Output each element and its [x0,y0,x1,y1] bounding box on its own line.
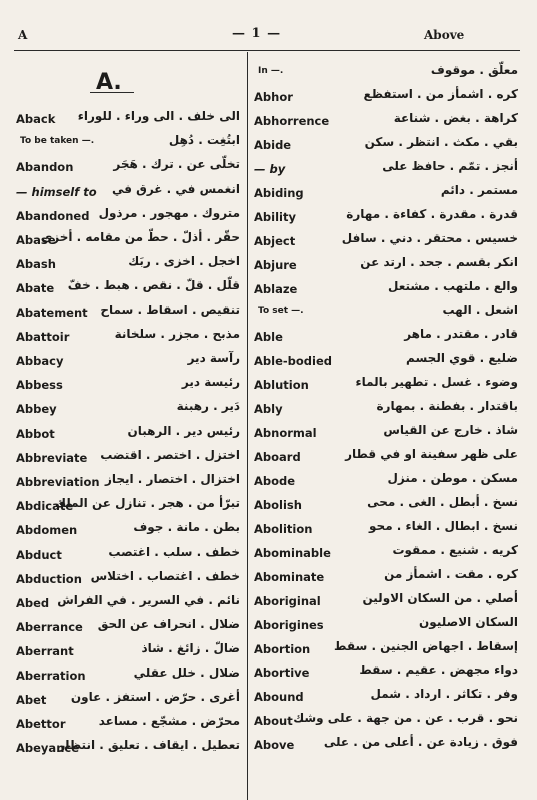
entry-row [252,111,524,136]
entry-row [252,663,524,688]
entry-row [252,711,524,736]
entry-definition: كره . مقت . اشمأز من [384,567,518,581]
entry-definition: نسخ . أبطل . الغى . محى [367,495,518,509]
entry-row [14,714,244,739]
entry-headword: Aboriginal [254,594,321,608]
entry-headword: Abhor [254,90,293,104]
entry-headword: Abbreviation [16,475,100,489]
entry-headword: To be taken —. [20,136,95,147]
entry-headword: About [254,714,293,728]
entry-definition: انكر بقسم . جحد . ارتد عن [360,255,518,269]
entry-definition: اشعل . الهب [442,303,518,317]
entry-headword: Aback [16,112,56,126]
entry-definition: تنقيص . اسقاط . سماح [100,302,240,317]
entry-row [14,496,244,521]
entry-headword: Abet [16,692,47,707]
entry-row [252,183,524,208]
entry-headword: Abortion [254,642,311,656]
header-right-guide-word: Above [424,28,465,42]
entry-row [252,735,524,760]
entry-row [252,63,524,88]
entry-headword: Abate [16,281,55,296]
entry-row [14,544,244,570]
entry-headword: Abominable [254,546,331,560]
entry-headword: Abandoned [16,208,90,223]
entry-definition: نائم . في السرير . في الفراش [57,593,240,607]
entry-headword: Aborigines [254,618,324,632]
entry-definition: بقي . مكث . انتظر . سكن [364,135,518,149]
entry-headword: Abolish [254,498,302,512]
entry-definition: فوق . زيادة عن . أعلى من . على [323,735,518,749]
entry-row [14,278,244,303]
entry-definition: قدرة . مقدرة . كفاءة . مهارة [346,207,518,221]
entry-headword: Abbot [16,426,55,441]
column-divider [247,52,248,800]
entry-definition: دواء مجهض . عقيم . سقط [359,663,518,677]
entry-headword: Ably [254,402,283,416]
entry-headword: Above [254,738,295,752]
entry-row [14,617,244,642]
entry-definition: بطن . مانة . جوف [133,520,240,535]
entry-row [252,255,524,280]
entry-definition: ضلال . انحراف عن الحق [97,617,240,632]
entry-row [252,615,524,640]
entry-row [252,519,524,544]
entry-headword: Aberrance [16,620,83,635]
entry-headword: Abed [16,596,50,610]
entry-definition: نسخ . ابطال . الغاء . محو [369,519,518,533]
entry-row [252,687,524,712]
entry-definition: حقّر . أذلّ . حطّ من مقامه . أخزى [41,230,240,244]
header-left-guide-word: A [18,28,28,42]
entry-headword: Abattoir [16,329,70,344]
entry-row [14,399,244,424]
entry-definition: معلّق . موقوف [430,63,518,77]
entry-row [252,207,524,232]
entry-headword: Abnormal [254,426,317,440]
entry-definition: دَير . رهبنة [176,399,240,414]
entry-row [14,568,244,594]
entry-definition: شاذ . خارج عن القياس [383,423,518,437]
entry-definition: ابتُغِت . دُهِل [168,133,240,148]
entry-headword: Abide [254,138,292,152]
entry-row [252,159,524,184]
entry-row [252,87,524,112]
entry-definition: ضالّ . زائغ . شاذ [141,641,240,656]
entry-definition: اختزال . اختصار . ايجاز [104,472,240,486]
entry-row [252,375,524,400]
entry-definition: إسقاط . اجهاض الجنين . سقط [333,639,518,653]
entry-headword: Abash [16,257,56,272]
entry-headword: Able-bodied [254,354,332,368]
entry-definition: تبرّأ من . هجر . تنازل عن الملك [55,496,240,511]
entry-definition: خطف . سلب . اغتصب [108,544,240,559]
entry-definition: تخلّى عن . ترك . هَجَر [113,157,240,172]
entry-definition: محرّض . مشجّع . مساعد [98,714,240,728]
entry-row [252,543,524,568]
entry-definition: خطف . اغتصاب . اختلاس [90,568,240,583]
entry-row [252,423,524,448]
entry-definition: رئيسة دير [181,375,240,390]
entry-row [14,157,244,182]
entry-headword: Ablaze [254,282,298,296]
entry-headword: Abbess [16,378,63,393]
entry-definition: نحو . قرب . عن . من جهة . على وشك [293,711,518,725]
entry-definition: مذبح . مجزر . سلخانة [114,326,240,341]
entry-row [252,639,524,664]
entry-definition: ضليع . قوي الجسم [406,351,518,365]
entry-headword: Ability [254,210,296,224]
entry-headword: — by [254,162,286,176]
entry-row [252,399,524,424]
entry-definition: كريه . شنيع . ممقوت [392,543,518,557]
entry-row [14,351,244,376]
entry-headword: Abduction [16,571,82,586]
entry-headword: Abiding [254,186,304,200]
entry-headword: Abhorrence [254,114,330,128]
entry-headword: Abbey [16,402,57,417]
entry-definition: رئيس دير . الرهبان [127,423,240,438]
entry-row [14,254,244,279]
entry-row [252,447,524,472]
entry-headword: — himself to [16,184,97,199]
entry-row [14,375,244,400]
entry-headword: Abbreviate [16,450,88,465]
entry-headword: Aberration [16,668,86,683]
entry-row [252,591,524,616]
section-letter-underline [90,92,134,93]
entry-row [252,279,524,304]
entry-headword: Abatement [16,305,88,320]
entry-headword: Abandon [16,160,74,175]
entry-row [252,495,524,520]
entry-row [252,303,524,328]
entry-headword: Abominate [254,570,325,584]
entry-definition: قلّل . قلّ . نقص . هبط . خفّ [67,278,240,293]
entry-definition: باقتدار . بفطنة . بمهارة [376,399,518,413]
entry-row [252,567,524,592]
entry-definition: أغرى . حرّض . استفز . عاون [70,689,240,704]
entry-row [14,472,244,497]
entry-row [14,133,244,158]
entry-definition: على ظهر سفينة او في قطار [345,447,518,461]
entry-row [252,135,524,160]
entry-row [252,231,524,256]
entry-row [252,327,524,352]
entry-definition: قادر . مقتدر . ماهر [404,327,518,341]
entry-headword: Abdomen [16,523,78,538]
entry-row [14,520,244,545]
entry-headword: Abolition [254,522,313,536]
entry-definition: مسكن . موطن . منزل [387,471,518,485]
entry-row [14,423,244,449]
entry-row [14,689,244,715]
entry-headword: Abound [254,690,304,704]
entry-definition: اخجل . اخزى . ربَك [128,254,240,269]
entry-headword: Aberrant [16,644,74,659]
entry-headword: Abbacy [16,354,64,368]
entry-headword: Abode [254,474,296,488]
entry-headword: To set —. [258,306,304,316]
entry-row [14,641,244,666]
entry-definition: كره . اشمأز من . استفظع [363,87,518,101]
entry-definition: ضلال . خلل عقلي [133,665,240,680]
entry-row [252,471,524,496]
entry-definition: انغمس في . غرق في [111,181,240,196]
entry-headword: Ablution [254,378,309,392]
entry-definition: وضوء . غسل . تطهير بالماء [355,375,518,389]
entry-row [14,665,244,691]
entry-definition: تعطيل . ايقاف . تعليق . انتظار [58,738,240,753]
header-rule [14,50,520,51]
entry-headword: Abortive [254,666,310,680]
entry-headword: Abject [254,234,296,248]
entry-definition: مستمر . دائم [440,183,518,197]
entry-definition: اختزل . اختصر . اقتضب [100,447,240,462]
entry-headword: Abdicate [16,499,74,514]
entry-headword: In —. [258,66,284,76]
entry-definition: رآسة دير [187,351,240,365]
entry-headword: Abeyance [16,741,79,756]
entry-definition: خسيس . محتقر . دني . سافل [341,231,518,245]
entry-row [14,447,244,473]
section-letter: A. [96,70,122,95]
entry-definition: متروك . مهجور . مرذول [98,205,240,220]
entry-row [14,205,244,231]
entry-headword: Able [254,330,283,344]
entry-row [14,593,244,618]
entry-headword: Abjure [254,258,297,272]
entry-headword: Aboard [254,450,301,464]
entry-definition: كراهة . بغض . شناعة [393,111,518,125]
page-number: — 1 — [232,26,282,41]
entry-row [14,181,244,207]
entry-row [252,351,524,376]
entry-row [14,738,244,763]
entry-definition: أنجز . تمّم . حافظ على [382,159,518,173]
entry-definition: الى خلف . الى وراء . للوراء [77,109,240,123]
entry-headword: Abduct [16,547,62,562]
entry-headword: Abettor [16,717,66,731]
entry-definition: وفر . تكاثر . ارداد . شمل [370,687,518,701]
entry-headword: Abase [16,233,56,247]
entry-row [14,230,244,255]
entry-definition: والع . ملتهب . مشتعل [388,279,518,293]
entry-row [14,302,244,328]
entry-definition: السكان الاصليون [419,615,518,629]
entry-definition: أصلي . من السكان الاولين [362,591,518,605]
entry-row [14,326,244,352]
entry-row [14,109,244,134]
